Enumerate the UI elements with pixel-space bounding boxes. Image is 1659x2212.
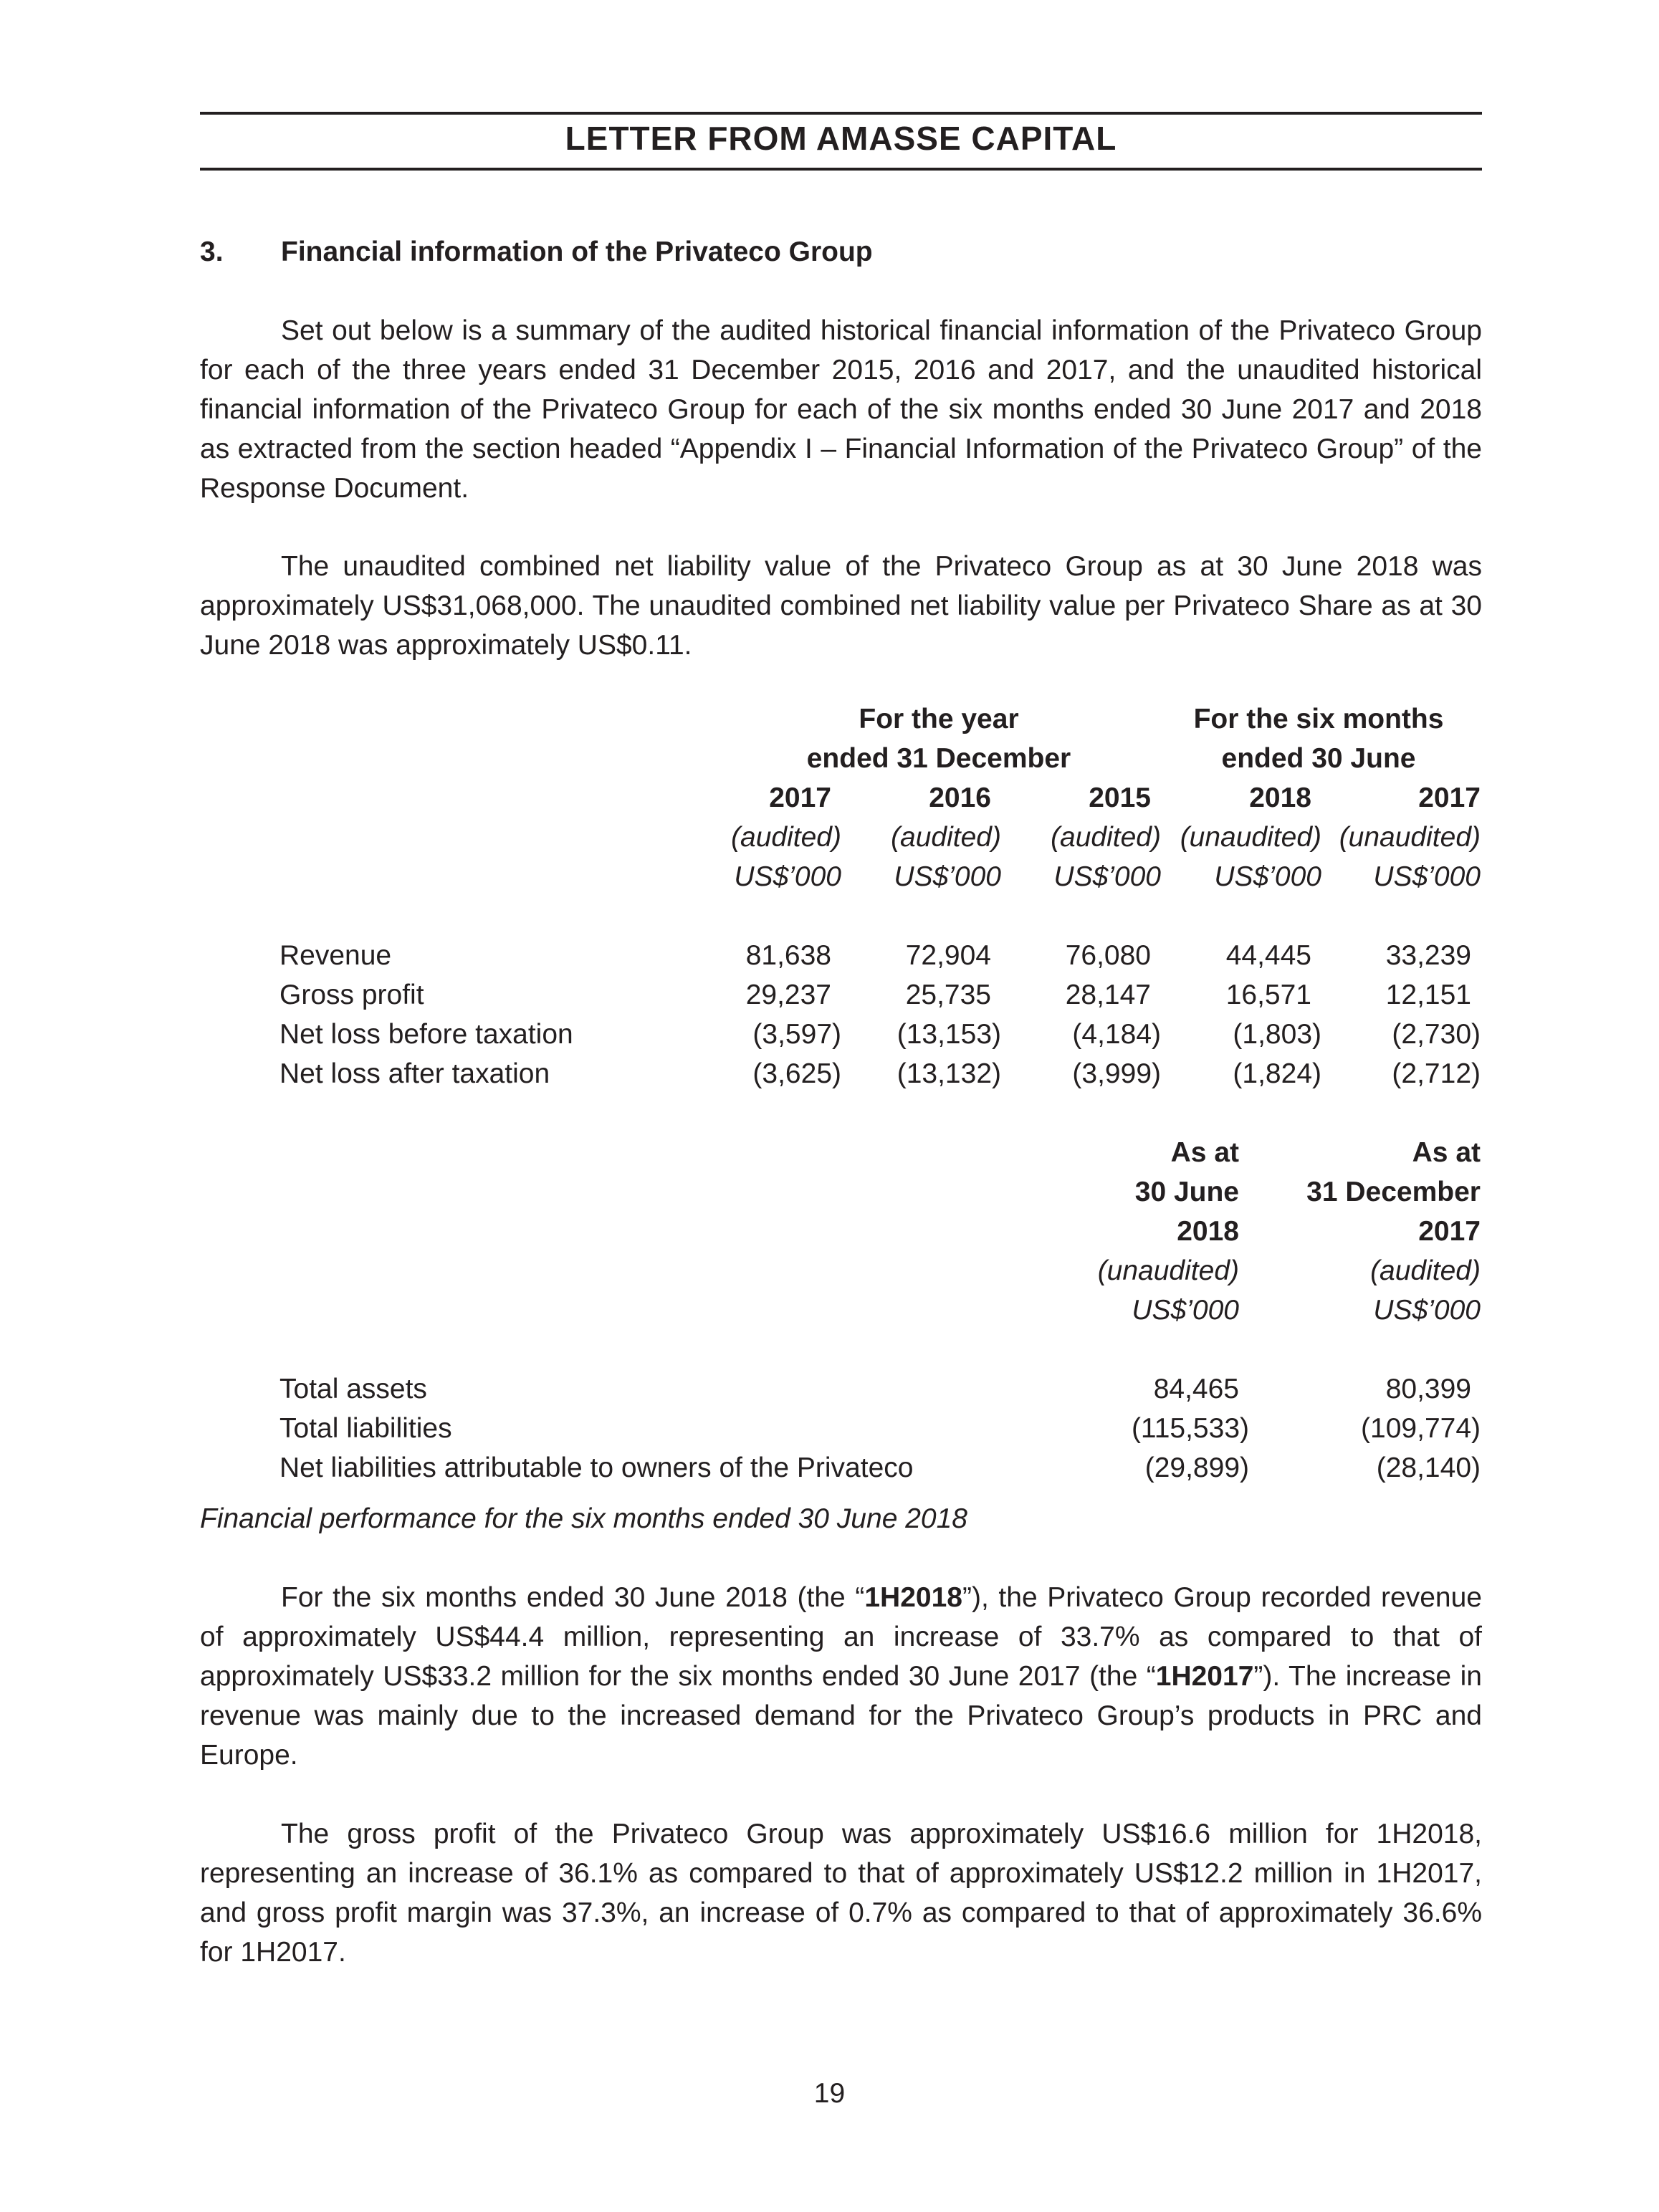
table-cell: 81,638: [745, 940, 831, 971]
col-header-status: (audited): [731, 822, 841, 853]
header-bottom-rule: [200, 168, 1482, 171]
row-label: Gross profit: [279, 980, 424, 1010]
col-header-status: (unaudited): [1339, 822, 1481, 853]
term-1h2018: 1H2018: [864, 1582, 962, 1613]
col-header-unit: US$’000: [1373, 861, 1481, 892]
intro-paragraph: Set out below is a summary of the audited historical financial information of the Privateco Group for each of the three years ended 31 December 2015, 2016 and 2017, and the unaudited historical financial information of the Privateco Group for each of the six months ended 30 June 2017 and 2018 as extracted from the section headed “Appendix I – Financial Information of the Privateco Group” of the Response Document.: [200, 315, 1482, 504]
table-cell: 72,904: [905, 940, 991, 971]
table-cell: (115,533): [1131, 1413, 1249, 1444]
table-cell: (3,625): [752, 1058, 841, 1089]
col-header-year: 2017: [769, 782, 831, 813]
section-title: Financial information of the Privateco Group: [281, 236, 873, 267]
page-header-title: LETTER FROM AMASSE CAPITAL: [565, 120, 1117, 157]
col-header-line1: As at: [1412, 1137, 1481, 1168]
col-header-unit: US$’000: [1132, 1295, 1239, 1326]
col-header-unit: US$’000: [734, 861, 841, 892]
table-cell: 44,445: [1225, 940, 1311, 971]
section-heading: [200, 236, 873, 268]
col-header-year: 2015: [1089, 782, 1151, 813]
col-header-status: (audited): [891, 822, 1001, 853]
table-cell: (29,899): [1144, 1452, 1249, 1483]
col-header-unit: US$’000: [894, 861, 1001, 892]
row-label: Net loss after taxation: [279, 1058, 550, 1089]
col-header-status: (audited): [1051, 822, 1161, 853]
term-1h2017: 1H2017: [1155, 1661, 1254, 1692]
table-cell: 29,237: [745, 980, 831, 1010]
table-cell: 16,571: [1225, 980, 1311, 1010]
table-cell: (13,153): [897, 1019, 1001, 1050]
section-number: 3.: [200, 236, 224, 267]
col-header-line2: 30 June: [1134, 1177, 1239, 1207]
table-cell: (2,712): [1392, 1058, 1481, 1089]
revenue-text-part3: ”). The increase in revenue was mainly due to the increased demand for the Privateco Group’s products in PRC and Europe.: [200, 1661, 1482, 1771]
gross-profit-paragraph: The gross profit of the Privateco Group was approximately US$16.6 million for 1H2018, representing an increase of 36.1% as compared to that of approximately US$12.2 million in 1H2017, and gross profit margin was 37.3%, an increase of 0.7% as compared to that of approximately 36.6% for 1H2017.: [200, 1819, 1482, 1968]
row-label: Total liabilities: [279, 1413, 452, 1444]
header-top-rule: [200, 112, 1482, 115]
col-header-year: 2018: [1249, 782, 1311, 813]
group-six-months-heading-line1: For the six months: [1193, 704, 1444, 734]
group-year-heading-line2: ended 31 December: [806, 743, 1071, 774]
col-header-year: 2016: [929, 782, 991, 813]
table-cell: (13,132): [897, 1058, 1001, 1089]
revenue-paragraph: [200, 1578, 1482, 1775]
revenue-text-part2: ”), the Privateco Group recorded revenue of approximately US$44.4 million, representing an increase of 33.7% as compared to that of approximately US$33.2 million for the six months ended 30 June 2017 (the “: [200, 1582, 1482, 1692]
col-header-year: 2017: [1418, 1216, 1481, 1247]
table-cell: 84,465: [1153, 1374, 1239, 1404]
col-header-unit: US$’000: [1214, 861, 1321, 892]
row-label: Total assets: [279, 1374, 427, 1404]
table-cell: (2,730): [1392, 1019, 1481, 1050]
row-label: Net liabilities attributable to owners of the Privateco: [279, 1452, 914, 1483]
col-header-unit: US$’000: [1053, 861, 1161, 892]
page-number: 19: [813, 2078, 846, 2109]
table-cell: 28,147: [1065, 980, 1151, 1010]
col-header-status: (unaudited): [1180, 822, 1321, 853]
table-cell: (4,184): [1072, 1019, 1161, 1050]
col-header-status: (audited): [1370, 1255, 1481, 1286]
table-cell: (3,597): [752, 1019, 841, 1050]
col-header-year: 2018: [1177, 1216, 1239, 1247]
col-header-status: (unaudited): [1097, 1255, 1239, 1286]
col-header-line2: 31 December: [1306, 1177, 1481, 1207]
table-cell: 12,151: [1385, 980, 1471, 1010]
table-cell: 25,735: [905, 980, 991, 1010]
table-cell: 33,239: [1385, 940, 1471, 971]
revenue-text-part1: For the six months ended 30 June 2018 (the “: [281, 1582, 865, 1613]
table-cell: 76,080: [1065, 940, 1151, 971]
group-six-months-heading-line2: ended 30 June: [1221, 743, 1416, 774]
group-year-heading-line1: For the year: [859, 704, 1019, 734]
table-cell: (109,774): [1361, 1413, 1481, 1444]
table-cell: (28,140): [1376, 1452, 1481, 1483]
col-header-year: 2017: [1418, 782, 1481, 813]
col-header-unit: US$’000: [1373, 1295, 1481, 1326]
table-cell: 80,399: [1385, 1374, 1471, 1404]
table-cell: (1,824): [1233, 1058, 1321, 1089]
table-cell: (3,999): [1072, 1058, 1161, 1089]
row-label: Revenue: [279, 940, 392, 971]
net-liability-paragraph: The unaudited combined net liability value of the Privateco Group as at 30 June 2018 was approximately US$31,068,000. The unaudited combined net liability value per Privateco Share as at 30 June 2018 was approximately US$0.11.: [200, 551, 1482, 661]
col-header-line1: As at: [1170, 1137, 1239, 1168]
table-cell: (1,803): [1233, 1019, 1321, 1050]
financial-performance-subheading: Financial performance for the six months ended 30 June 2018: [200, 1503, 967, 1534]
row-label: Net loss before taxation: [279, 1019, 573, 1050]
